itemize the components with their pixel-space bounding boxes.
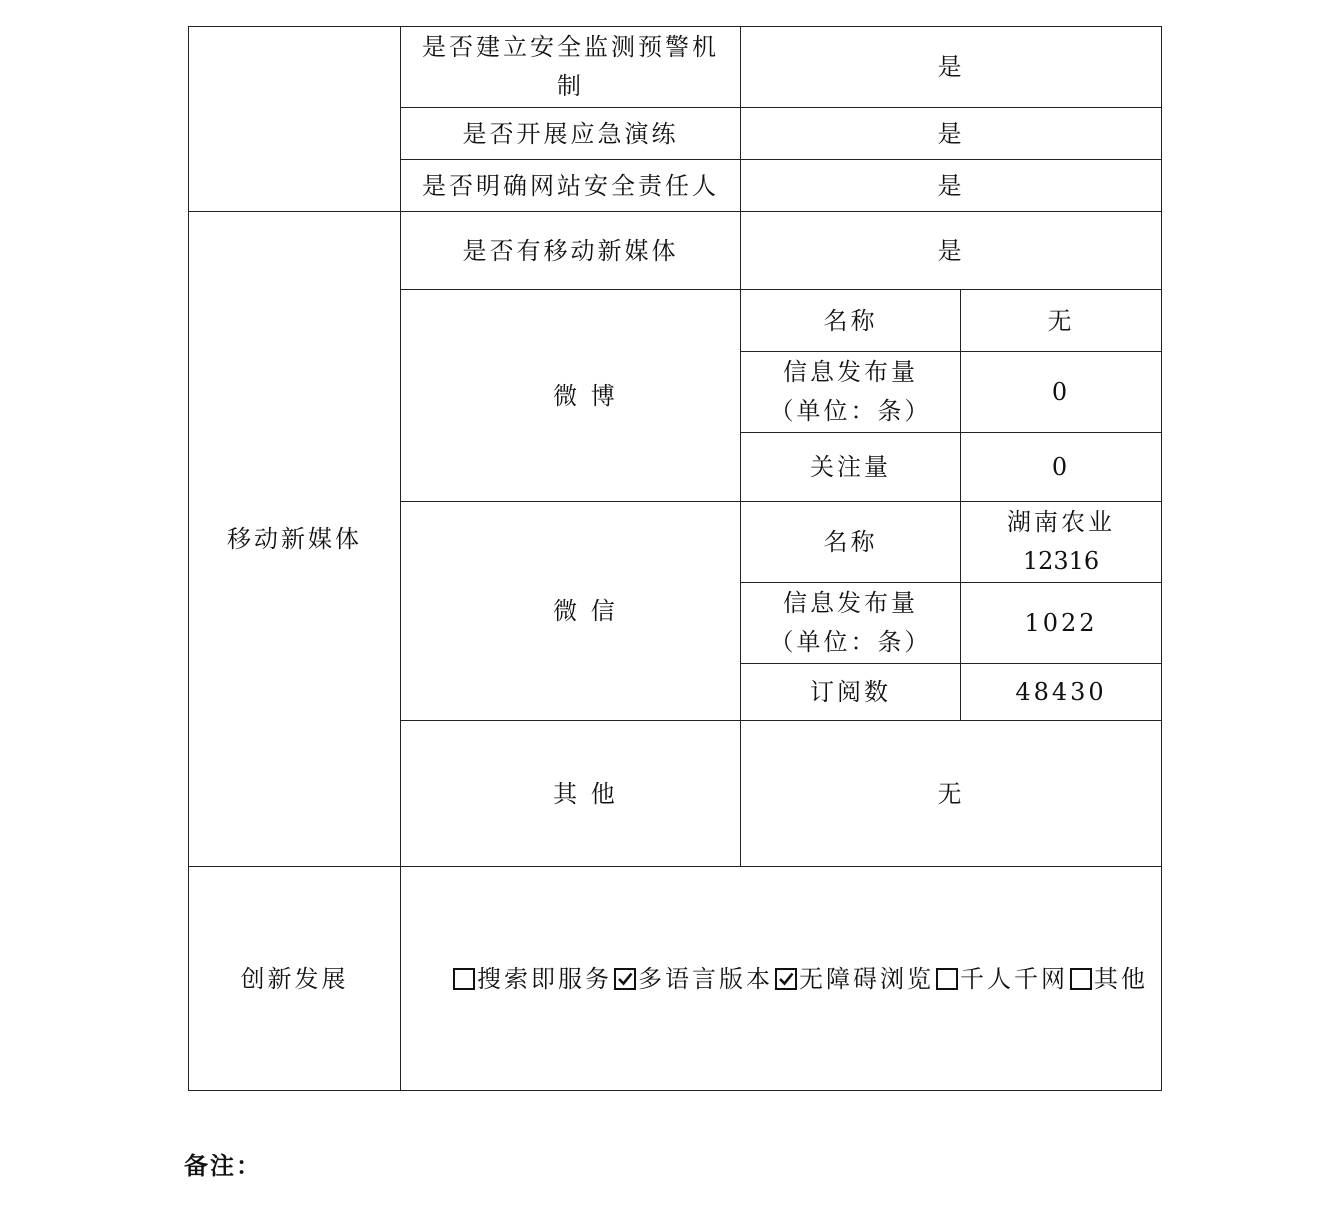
weibo-posts-label-text: 信息发布量 [783, 358, 918, 386]
innovation-option-label: 搜索即服务 [477, 964, 612, 993]
weibo-posts-unit: （单位：条） [769, 397, 932, 425]
wechat-subscribers-value: 48430 [961, 664, 1162, 721]
unchecked-checkbox-icon[interactable] [936, 968, 958, 990]
drill-label-cell: 是否开展应急演练 [401, 108, 741, 160]
wechat-posts-value: 1022 [961, 583, 1162, 664]
table-row [189, 27, 1162, 108]
table-row [189, 867, 1162, 1091]
mobile-media-section-label: 移动新媒体 [189, 212, 401, 867]
has-mobile-media-label: 是否有移动新媒体 [401, 212, 741, 290]
weibo-label: 微 博 [401, 290, 741, 502]
empty-section-cell [189, 27, 401, 212]
innovation-option-label: 其他 [1094, 964, 1148, 993]
check-mark-icon [778, 971, 794, 987]
table-row [189, 212, 1162, 290]
innovation-options-list [453, 965, 1150, 993]
other-media-label: 其 他 [401, 721, 741, 867]
unchecked-checkbox-icon[interactable] [453, 968, 475, 990]
other-media-value: 无 [741, 721, 1162, 867]
remark-label: 备注： [184, 1151, 262, 1180]
wechat-label: 微 信 [401, 502, 741, 721]
weibo-followers-label: 关注量 [741, 433, 961, 502]
wechat-name-label: 名称 [741, 502, 961, 583]
unchecked-checkbox-icon[interactable] [1070, 968, 1092, 990]
innovation-section-label: 创新发展 [189, 867, 401, 1091]
report-table [188, 26, 1162, 1091]
wechat-name-value-line1: 湖南农业 [1007, 508, 1115, 536]
checked-checkbox-icon[interactable] [775, 968, 797, 990]
owner-value-cell: 是 [741, 160, 1162, 212]
wechat-posts-label-text: 信息发布量 [783, 589, 918, 617]
wechat-name-value [961, 502, 1162, 583]
innovation-options [401, 867, 1162, 1091]
weibo-posts-label [741, 352, 961, 433]
has-mobile-media-value: 是 [741, 212, 1162, 290]
weibo-name-value: 无 [961, 290, 1162, 352]
owner-label-cell: 是否明确网站安全责任人 [401, 160, 741, 212]
innovation-option-label: 无障碍浏览 [799, 964, 934, 993]
weibo-name-label: 名称 [741, 290, 961, 352]
wechat-posts-label [741, 583, 961, 664]
drill-value-cell: 是 [741, 108, 1162, 160]
check-mark-icon [617, 971, 633, 987]
weibo-followers-value: 0 [961, 433, 1162, 502]
monitoring-label-cell: 是否建立安全监测预警机制 [401, 27, 741, 108]
innovation-option-label: 千人千网 [960, 964, 1068, 993]
innovation-option-label: 多语言版本 [638, 964, 773, 993]
weibo-posts-value: 0 [961, 352, 1162, 433]
wechat-posts-unit: （单位：条） [769, 628, 932, 656]
wechat-subscribers-label: 订阅数 [741, 664, 961, 721]
checked-checkbox-icon[interactable] [614, 968, 636, 990]
wechat-name-value-line2: 12316 [1022, 547, 1100, 575]
monitoring-value-cell: 是 [741, 27, 1162, 108]
